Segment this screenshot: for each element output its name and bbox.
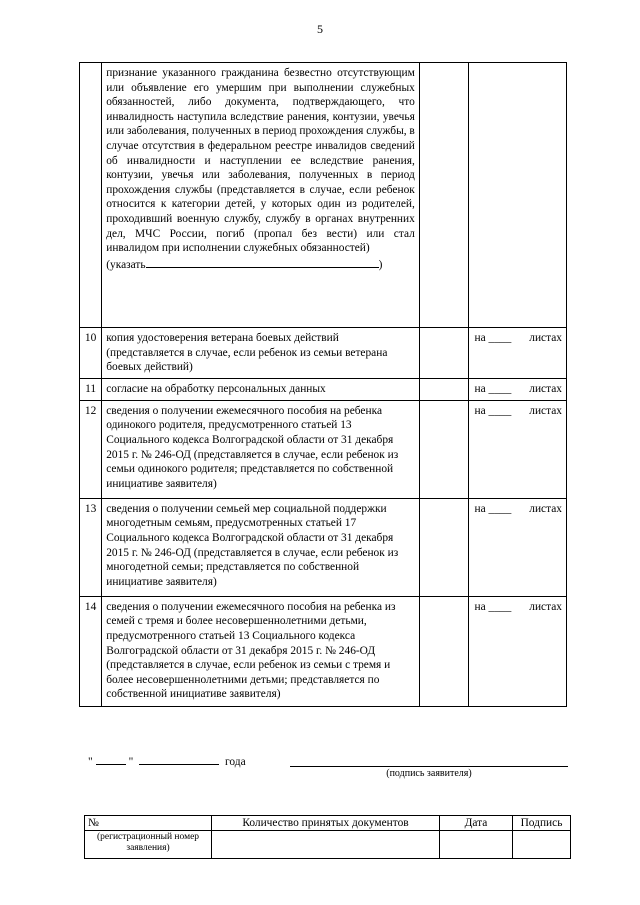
row-number: 14 bbox=[80, 596, 102, 706]
year-word: года bbox=[225, 756, 246, 768]
pages-suffix: листах bbox=[529, 502, 562, 515]
row-pages bbox=[468, 378, 567, 400]
signature-field[interactable] bbox=[290, 766, 568, 767]
specify-blank[interactable] bbox=[146, 256, 379, 268]
page-number: 5 bbox=[317, 22, 323, 36]
header-signature: Подпись bbox=[513, 816, 571, 831]
row-number: 11 bbox=[80, 378, 102, 400]
documents-table bbox=[79, 62, 567, 707]
row-pages bbox=[468, 63, 567, 328]
pages-count[interactable]: на ____ bbox=[474, 382, 512, 395]
row-description: согласие на обработку персональных данных bbox=[102, 378, 420, 400]
table-row bbox=[85, 831, 571, 859]
row-description: сведения о получении ежемесячного пособия на ребенка одинокого родителя, предусмотренного статьей 13 Социального кодекса Волгоградской области от 31 декабря 2015 г. № 246-ОД (представляется в случае, если ребенок из семьи одинокого родителя; представляется по собственной инициативе заявителя) bbox=[102, 400, 420, 498]
row-extra bbox=[419, 328, 468, 379]
row-extra bbox=[419, 400, 468, 498]
row-pages bbox=[468, 596, 567, 706]
specify-label: (указать bbox=[106, 258, 146, 271]
row-number: 10 bbox=[80, 328, 102, 379]
row-extra bbox=[419, 378, 468, 400]
table-row bbox=[80, 63, 567, 328]
pages-suffix: листах bbox=[529, 382, 562, 395]
header-date: Дата bbox=[440, 816, 513, 831]
reg-number-cell[interactable] bbox=[85, 831, 212, 859]
row-pages bbox=[468, 400, 567, 498]
pages-count[interactable]: на ____ bbox=[474, 332, 512, 344]
date-cell[interactable] bbox=[440, 831, 513, 859]
registration-table bbox=[84, 815, 571, 859]
table-row bbox=[80, 378, 567, 400]
row-number: 13 bbox=[80, 498, 102, 596]
pages-suffix: листах bbox=[529, 404, 562, 417]
row-description: сведения о получении ежемесячного пособия на ребенка из семей с тремя и более несовершеннолетними детьми, предусмотренного статьей 13 Социального кодекса Волгоградской области от 31 декабря 2015 г. № 246-ОД (представляется в случае, если ребенок из семьи с тремя и более несовершеннолетними детьми; представляется по собственной инициативе заявителя) bbox=[102, 596, 420, 706]
header-number: № bbox=[85, 816, 212, 831]
signature-caption: (подпись заявителя) bbox=[386, 768, 472, 779]
pages-suffix: листах bbox=[529, 332, 562, 344]
header-count: Количество принятых документов bbox=[212, 816, 440, 831]
pages-count[interactable]: на ____ bbox=[474, 502, 512, 515]
pages-suffix: листах bbox=[529, 600, 562, 613]
row-description bbox=[102, 63, 420, 328]
day-blank[interactable] bbox=[96, 753, 126, 765]
row-pages bbox=[468, 498, 567, 596]
count-cell[interactable] bbox=[212, 831, 440, 859]
table-row bbox=[80, 328, 567, 379]
pages-count[interactable]: на ____ bbox=[474, 404, 512, 417]
month-blank[interactable] bbox=[139, 753, 219, 765]
row-extra bbox=[419, 498, 468, 596]
row-description: сведения о получении семьей мер социальной поддержки многодетным семьям, предусмотренных статьей 17 Социального кодекса Волгоградской области от 31 декабря 2015 г. № 246-ОД (представляется в случае, если ребенок из многодетной семьи; представляется по собственной инициативе заявителя) bbox=[102, 498, 420, 596]
row-text: признание указанного гражданина безвестно отсутствующим или объявление его умершим при выполнении служебных обязанностей, либо документа, подтверждающего, что инвалидность наступила вследствие ранения, контузии, увечья или заболевания, полученных в период прохождения службы, в случае отсутствия в федеральном реестре инвалидов сведений об инвалидности и наступлении ее вследствие ранения, контузии, увечья или заболевания, полученных в период прохождения службы (представляется в случае, если ребенок относится к категории детей, у которых один из родителей, проходивший военную службу, службу в органах внутренних дел, МЧС России, погиб (пропал без вести) или стал инвалидом при исполнении служебных обязанностей) bbox=[106, 67, 415, 255]
pages-count[interactable]: на ____ bbox=[474, 600, 512, 613]
table-row bbox=[85, 816, 571, 831]
signature-cell[interactable] bbox=[513, 831, 571, 859]
reg-number-label: (регистрационный номер заявления) bbox=[96, 832, 200, 853]
date-line: " " года bbox=[88, 753, 246, 768]
table-row bbox=[80, 596, 567, 706]
row-extra bbox=[419, 63, 468, 328]
row-number: 12 bbox=[80, 400, 102, 498]
row-pages bbox=[468, 328, 567, 379]
row-extra bbox=[419, 596, 468, 706]
row-number bbox=[80, 63, 102, 328]
table-row bbox=[80, 400, 567, 498]
row-description: копия удостоверения ветерана боевых действий (представляется в случае, если ребенок из семьи ветерана боевых действий) bbox=[102, 328, 420, 379]
table-row bbox=[80, 498, 567, 596]
specify-line: (указать ) bbox=[106, 256, 415, 273]
